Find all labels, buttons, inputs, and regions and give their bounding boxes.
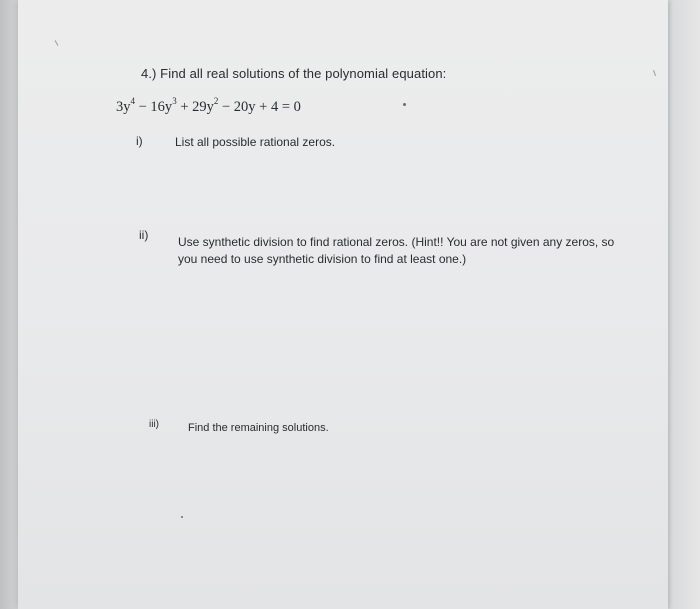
stray-mark (55, 40, 59, 46)
term-3: + 29y (176, 98, 214, 115)
worksheet-page (18, 0, 668, 609)
desk-shadow (0, 0, 18, 609)
term-1: 3y (116, 98, 131, 115)
stray-mark (653, 70, 656, 76)
part-i-text: List all possible rational zeros. (175, 135, 336, 149)
exponent: 2 (213, 96, 219, 106)
equation-rest: − 20y + 4 = 0 (218, 98, 301, 115)
term-2: − 16y (135, 98, 173, 115)
exponent: 4 (130, 96, 135, 106)
pen-mark (403, 103, 406, 106)
part-iii-label: iii) (149, 419, 159, 430)
part-ii-label: ii) (139, 228, 149, 242)
part-ii-line-2: you need to use synthetic division to find at least one.) (178, 252, 467, 266)
exponent: 3 (172, 96, 177, 106)
polynomial-equation (116, 97, 301, 116)
part-i-label: i) (136, 134, 143, 148)
stray-mark (181, 516, 183, 518)
part-ii-text (178, 234, 618, 268)
part-iii-text: Find the remaining solutions. (188, 422, 329, 434)
part-ii-line-1: Use synthetic division to find rational zeros. (Hint!! You are not given any zeros, so (178, 235, 615, 249)
question-title: 4.) Find all real solutions of the polynomial equation: (141, 66, 447, 81)
